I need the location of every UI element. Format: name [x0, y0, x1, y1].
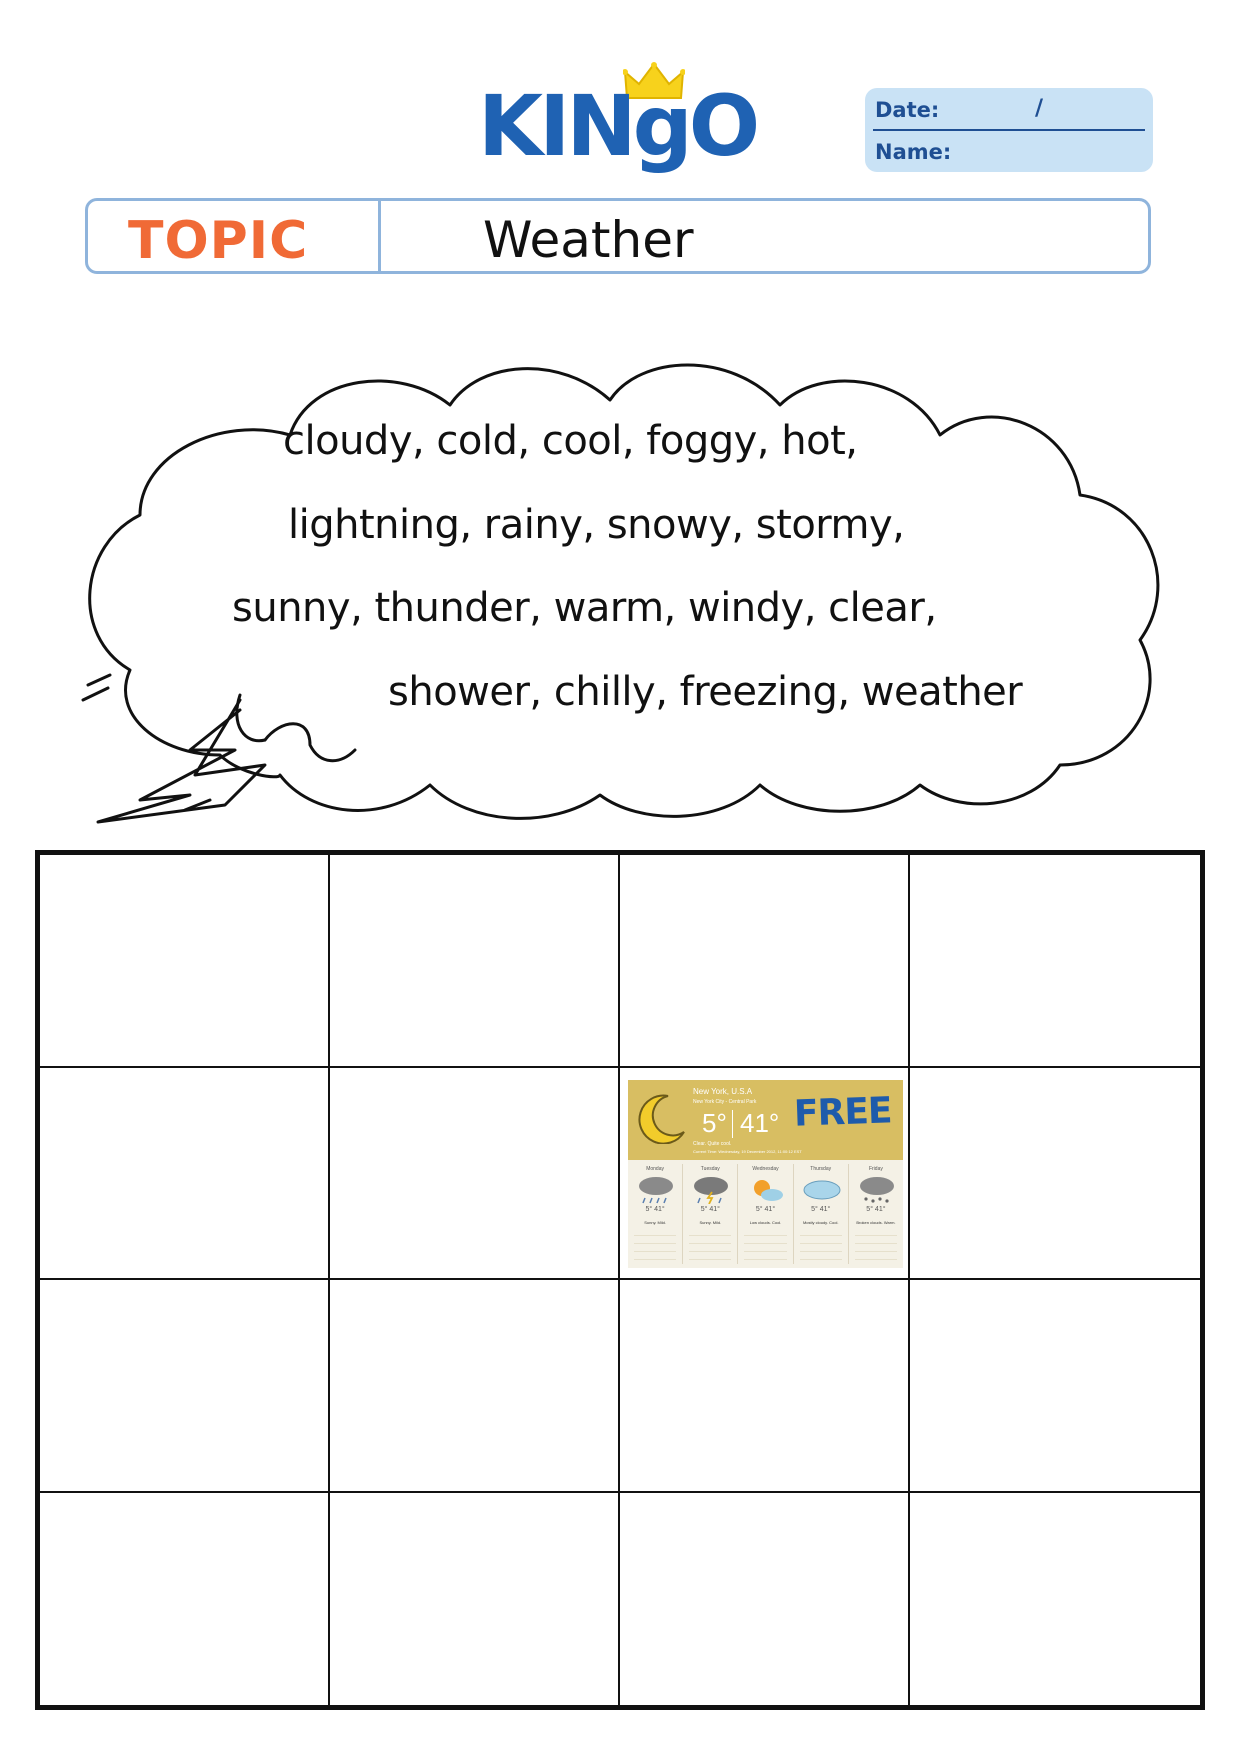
snow-cloud-icon	[856, 1174, 898, 1204]
storm-cloud-icon	[690, 1174, 732, 1204]
grid-cell[interactable]	[330, 855, 620, 1068]
free-condition-time: Current Time: Wednesday, 19 December 2012, 11:00:12 EST	[693, 1148, 802, 1154]
grid-cell[interactable]	[330, 1068, 620, 1281]
grid-cell[interactable]	[40, 855, 330, 1068]
word-bank-line-4: shower, chilly, freezing, weather	[388, 669, 1023, 715]
forecast-day	[849, 1164, 903, 1264]
topic-value: Weather	[483, 211, 694, 269]
date-name-box	[865, 88, 1153, 172]
forecast-day-name: Friday	[868, 1165, 883, 1172]
forecast-details	[689, 1228, 731, 1260]
name-label: Name:	[875, 140, 952, 164]
cloud-icon	[801, 1174, 843, 1204]
forecast-day-name: Wednesday	[752, 1165, 779, 1172]
date-separator: /	[1035, 96, 1044, 121]
free-temp-f: 41°	[740, 1107, 780, 1138]
date-underline	[873, 129, 1145, 131]
forecast-day	[738, 1164, 793, 1264]
topic-label: TOPIC	[128, 211, 309, 271]
grid-cell[interactable]	[620, 855, 910, 1068]
forecast-day-name: Tuesday	[700, 1165, 720, 1172]
free-condition: Clear. Quite cool.	[693, 1140, 732, 1147]
forecast-day	[794, 1164, 849, 1264]
kingo-logo	[478, 62, 778, 192]
free-location-sub: New York City - Central Park	[693, 1098, 757, 1105]
forecast-day-name: Thursday	[810, 1165, 832, 1172]
grid-cell[interactable]	[910, 1493, 1200, 1706]
forecast-details	[800, 1228, 842, 1260]
moon-icon	[638, 1092, 688, 1144]
forecast-condition: Low clouds. Cool.	[749, 1219, 782, 1225]
rain-cloud-icon	[635, 1174, 677, 1204]
grid-cell[interactable]	[40, 1493, 330, 1706]
word-bank-line-1: cloudy, cold, cool, foggy, hot,	[283, 418, 858, 464]
grid-cell[interactable]	[330, 1280, 620, 1493]
free-temp-c: 5°	[702, 1107, 727, 1138]
date-label: Date:	[875, 98, 940, 122]
logo-text: KINgO	[478, 77, 757, 175]
grid-cell[interactable]	[910, 1068, 1200, 1281]
forecast-temp: 5° 41°	[700, 1205, 720, 1213]
grid-cell[interactable]	[620, 1280, 910, 1493]
forecast-details	[855, 1228, 897, 1260]
grid-cell[interactable]	[620, 1493, 910, 1706]
forecast-day	[683, 1164, 738, 1264]
bingo-grid	[35, 850, 1205, 1710]
grid-cell[interactable]	[330, 1493, 620, 1706]
free-space-card	[628, 1080, 903, 1268]
forecast-temp: 5° 41°	[755, 1205, 776, 1213]
topic-divider	[378, 201, 381, 271]
topic-bar	[85, 198, 1151, 274]
free-space-cell	[620, 1068, 910, 1281]
grid-cell[interactable]	[910, 1280, 1200, 1493]
forecast-temp: 5° 41°	[811, 1205, 831, 1213]
forecast-strip	[628, 1164, 903, 1264]
forecast-details	[634, 1228, 676, 1260]
forecast-temp: 5° 41°	[645, 1205, 665, 1213]
forecast-condition: Sunny. Mild.	[644, 1219, 666, 1225]
forecast-day-name: Monday	[646, 1165, 664, 1172]
forecast-details	[744, 1228, 786, 1260]
forecast-condition: Broken clouds. Warm.	[856, 1219, 896, 1225]
word-bank-line-3: sunny, thunder, warm, windy, clear,	[232, 585, 937, 631]
forecast-day	[628, 1164, 683, 1264]
temp-separator	[732, 1110, 733, 1138]
grid-cell[interactable]	[910, 855, 1200, 1068]
grid-cell[interactable]	[40, 1068, 330, 1281]
word-bank-line-2: lightning, rainy, snowy, stormy,	[288, 502, 905, 548]
forecast-condition: Mostly cloudy. Cool.	[802, 1219, 839, 1225]
forecast-temp: 5° 41°	[866, 1205, 886, 1213]
sun-cloud-icon	[745, 1174, 787, 1204]
free-label: FREE	[793, 1089, 893, 1135]
forecast-condition: Sunny. Mild.	[699, 1219, 722, 1225]
grid-cell[interactable]	[40, 1280, 330, 1493]
free-location: New York, U.S.A	[693, 1086, 753, 1096]
